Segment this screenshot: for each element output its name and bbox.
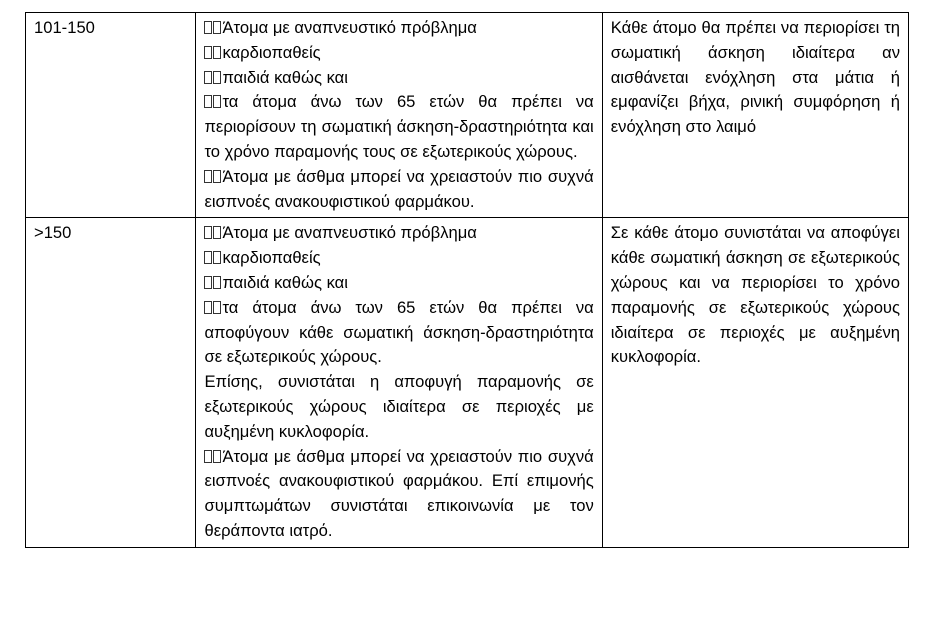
bullet-box-icon: [204, 276, 212, 289]
list-item-text: Άτομα με άσθμα μπορεί να χρειαστούν πιο συχνά εισπνοές ανακουφιστικού φαρμάκου. Επί επιμονής συμπτωμάτων συνιστάται επικοινωνία με τον θεράποντα ιατρό.: [204, 446, 594, 540]
bullet-box-icon: [204, 95, 212, 108]
list-item: [204, 41, 593, 66]
bullet-box-icon: [213, 46, 221, 59]
level-cell: [26, 13, 196, 218]
list-item-text: Επίσης, συνιστάται η αποφυγή παραμονής σε εξωτερικούς χώρους ιδιαίτερα σε περιοχές με αυξημένη κυκλοφορία.: [204, 372, 594, 441]
advice-text: Κάθε άτομο θα πρέπει να περιορίσει τη σωματική άσκηση ιδιαίτερα αν αισθάνεται ενόχληση στα μάτια ή εμφανίζει βήχα, ρινική συμφόρηση ή ενόχληση στο λαιμό: [610, 18, 900, 137]
list-item: [204, 165, 593, 215]
list-item: [204, 221, 593, 246]
bullet-box-icon: [213, 276, 221, 289]
bullet-box-icon: [213, 95, 221, 108]
bullet-box-icon: [213, 226, 221, 239]
list-item-text: Άτομα με άσθμα μπορεί να χρειαστούν πιο συχνά εισπνοές ανακουφιστικού φαρμάκου.: [204, 166, 594, 211]
list-item: [204, 370, 593, 444]
bullet-box-icon: [204, 251, 212, 264]
air-quality-advice-table: [25, 12, 909, 548]
bullet-box-icon: [213, 71, 221, 84]
bullet-box-icon: [213, 450, 221, 463]
level-label: >150: [34, 223, 72, 243]
table-row: [26, 218, 909, 547]
sensitive-groups-cell: [196, 13, 602, 218]
list-item: [204, 445, 593, 544]
bullet-box-icon: [204, 450, 212, 463]
bullet-box-icon: [204, 226, 212, 239]
general-advice-cell: [602, 218, 908, 547]
list-item-text: τα άτομα άνω των 65 ετών θα πρέπει να αποφύγουν κάθε σωματική άσκηση-δραστηριότητα σε εξωτερικούς χώρους.: [204, 297, 594, 367]
sensitive-groups-cell: [196, 218, 602, 547]
bullet-box-icon: [213, 301, 221, 314]
list-item-text: καρδιοπαθείς: [222, 42, 321, 62]
list-item: [204, 246, 593, 271]
list-item-text: καρδιοπαθείς: [222, 248, 321, 268]
bullet-box-icon: [204, 170, 212, 183]
list-item-text: Άτομα με αναπνευστικό πρόβλημα: [222, 18, 477, 37]
bullet-box-icon: [204, 21, 212, 34]
list-item-text: τα άτομα άνω των 65 ετών θα πρέπει να περιορίσουν τη σωματική άσκηση-δραστηριότητα και το χρόνο παραμονής τους σε εξωτερικούς χώρους.: [204, 92, 594, 161]
advice-text: Σε κάθε άτομο συνιστάται να αποφύγει κάθε σωματική άσκηση σε εξωτερικούς χώρους και να περιορίσει το χρόνο παραμονής σε εξωτερικούς χώρους ιδιαίτερα σε περιοχές με αυξημένη κυκλοφορία.: [610, 223, 900, 367]
bullet-box-icon: [204, 301, 212, 314]
list-item: [204, 90, 593, 164]
general-advice-cell: [602, 13, 908, 218]
bullet-box-icon: [204, 71, 212, 84]
bullet-box-icon: [213, 251, 221, 264]
table-row: [26, 13, 909, 218]
list-item: [204, 296, 593, 370]
list-item: [204, 16, 593, 41]
bullet-box-icon: [213, 21, 221, 34]
list-item: [204, 66, 593, 91]
bullet-box-icon: [213, 170, 221, 183]
list-item: [204, 271, 593, 296]
list-item-text: παιδιά καθώς και: [222, 67, 348, 87]
level-label: 101-150: [34, 18, 95, 37]
bullet-box-icon: [204, 46, 212, 59]
list-item-text: Άτομα με αναπνευστικό πρόβλημα: [222, 223, 477, 243]
list-item-text: παιδιά καθώς και: [222, 272, 348, 292]
level-cell: [26, 218, 196, 547]
